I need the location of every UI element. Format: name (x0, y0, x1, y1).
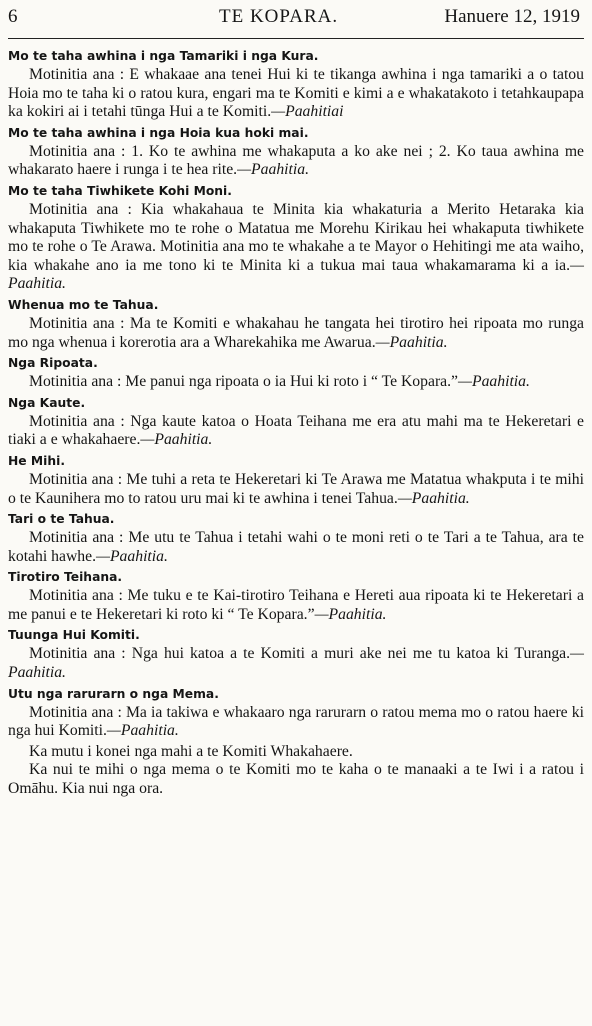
section-heading: Utu nga rarurarn o nga Mema. (8, 686, 219, 701)
passed-note: —Paahitia. (237, 161, 309, 179)
section-heading: Tirotiro Teihana. (8, 570, 123, 585)
passed-note: —Paahitia. (8, 645, 584, 682)
closing-paragraph: Ka nui te mihi o nga mema o te Komiti mo te kaha o te manaaki a te Iwi i a ratou i Omāhu. Kia nui nga ora. (8, 761, 584, 798)
motion-text: Motinitia ana : Ma ia takiwa e whakaaro nga rarurarn o ratou mema mo o ratou haere ki nga hui Komiti. (8, 703, 584, 740)
page-number: 6 (8, 6, 18, 27)
section-paragraph (8, 201, 584, 294)
passed-note: —Paahitia. (458, 373, 530, 391)
passed-note: —Paahitia. (397, 489, 470, 507)
section-heading: Mo te taha Tiwhikete Kohi Moni. (8, 183, 232, 198)
header-rule (8, 38, 584, 39)
passed-note: —Paahitia. (8, 256, 584, 293)
passed-note: —Paahitia. (140, 431, 213, 449)
section-paragraph (8, 645, 584, 682)
section-paragraph (8, 587, 584, 624)
section-paragraph (8, 143, 584, 180)
motion-text: Motinitia ana : Nga hui katoa a te Komiti a muri ake nei me tu katoa ki Turanga. (29, 645, 571, 663)
section-heading: Mo te taha awhina i nga Tamariki i nga Kura. (8, 49, 319, 63)
section (8, 452, 584, 508)
passed-note: —Paahitiai (271, 103, 344, 121)
motion-text: Motinitia ana : Nga kaute katoa o Hoata Teihana me era atu mahi ma te Hekeretari e tiaki a e whakahaere. (8, 412, 584, 449)
motion-text: Motinitia ana : E whakaae ana tenei Hui ki te tikanga awhina i nga tamariki a o tatou Hoia mo te taha ki o ratou kura, engari ma te Komiti e kimi a e whakatakoto i tetahkaupapa ka kokiri ai i tetahi tūnga Hui a te Komiti. (8, 66, 584, 121)
minutes-body (8, 47, 584, 799)
passed-note: —Paahitia. (375, 333, 448, 351)
section-paragraph (8, 413, 584, 450)
publication-title: TE KOPARA. (219, 6, 339, 27)
section (8, 685, 584, 741)
section-heading: He Mihi. (8, 453, 66, 468)
section (8, 124, 584, 180)
motion-text: Motinitia ana : Me utu te Tahua i tetahi wahi o te moni reti o te Tari a te Tahua, ara te kotahi hawhe. (8, 529, 584, 565)
motion-text: Motinitia ana : Kia whakahaua te Minita kia whakaturia a Merito Hetaraka kia whakaputa Tiwhikete mo te rohe o Matatua me Morehu Kirikau hei whakaputa tiwhikete mo te rohe o Te Arawa. Motinitia ana mo te whakahe a te Mayor o Hehitingi me ata waiho, kia whakahe ano ia me tono ki te Minita ki a tukua mai taua whakamarama ki a ia. (8, 200, 584, 274)
section-paragraph (8, 66, 584, 122)
motion-text: Motinitia ana : 1. Ko te awhina me whakaputa a ko ake nei ; 2. Ko taua awhina me whakarato haere i runga i te hea rite. (8, 142, 584, 179)
section-heading: Nga Kaute. (8, 395, 86, 410)
section-heading: Tari o te Tahua. (8, 512, 115, 527)
section (8, 296, 584, 352)
section-heading: Mo te taha awhina i nga Hoia kua hoki mai. (8, 125, 309, 140)
passed-note: —Paahitia. (106, 722, 179, 740)
section (8, 354, 584, 392)
section-paragraph (8, 529, 584, 566)
section (8, 47, 584, 122)
page-header (8, 6, 584, 34)
motion-text: Motinitia ana : Me tuku e te Kai-tirotiro Teihana e Hereti aua ripoata ki te Hekeretari a me panui e te Hekeretari ki roto ki “ Te Kopara.” (8, 587, 584, 623)
passed-note: —Paahitia. (314, 605, 387, 623)
closing-paragraph: Ka mutu i konei nga mahi a te Komiti Whakahaere. (29, 742, 353, 760)
motion-text: Motinitia ana : Ma te Komiti e whakahau he tangata hei tirotiro hei ripoata mo runga mo nga whenua i korerotia ara a Wharekahika me Awarua. (8, 314, 584, 351)
section-heading: Whenua mo te Tahua. (8, 297, 159, 312)
motion-text: Motinitia ana : Me panui nga ripoata o ia Hui ki roto i “ Te Kopara.” (29, 373, 459, 391)
section (8, 626, 584, 682)
section (8, 510, 584, 566)
motion-text: Motinitia ana : Me tuhi a reta te Hekeretari ki Te Arawa me Matatua whakputa i te mihi o te Kaunihera mo to ratou uru mai ki te awhina i tenei Tahua. (8, 470, 584, 507)
passed-note: —Paahitia. (96, 547, 168, 565)
section-paragraph (8, 373, 584, 392)
section-paragraph (8, 704, 584, 741)
section-paragraph (8, 315, 584, 352)
issue-date: Hanuere 12, 1919 (444, 6, 580, 27)
section (8, 182, 584, 294)
section (8, 394, 584, 450)
section-paragraph (8, 471, 584, 508)
section-heading: Nga Ripoata. (8, 356, 98, 371)
section-heading: Tuunga Hui Komiti. (8, 628, 140, 643)
section (8, 568, 584, 624)
